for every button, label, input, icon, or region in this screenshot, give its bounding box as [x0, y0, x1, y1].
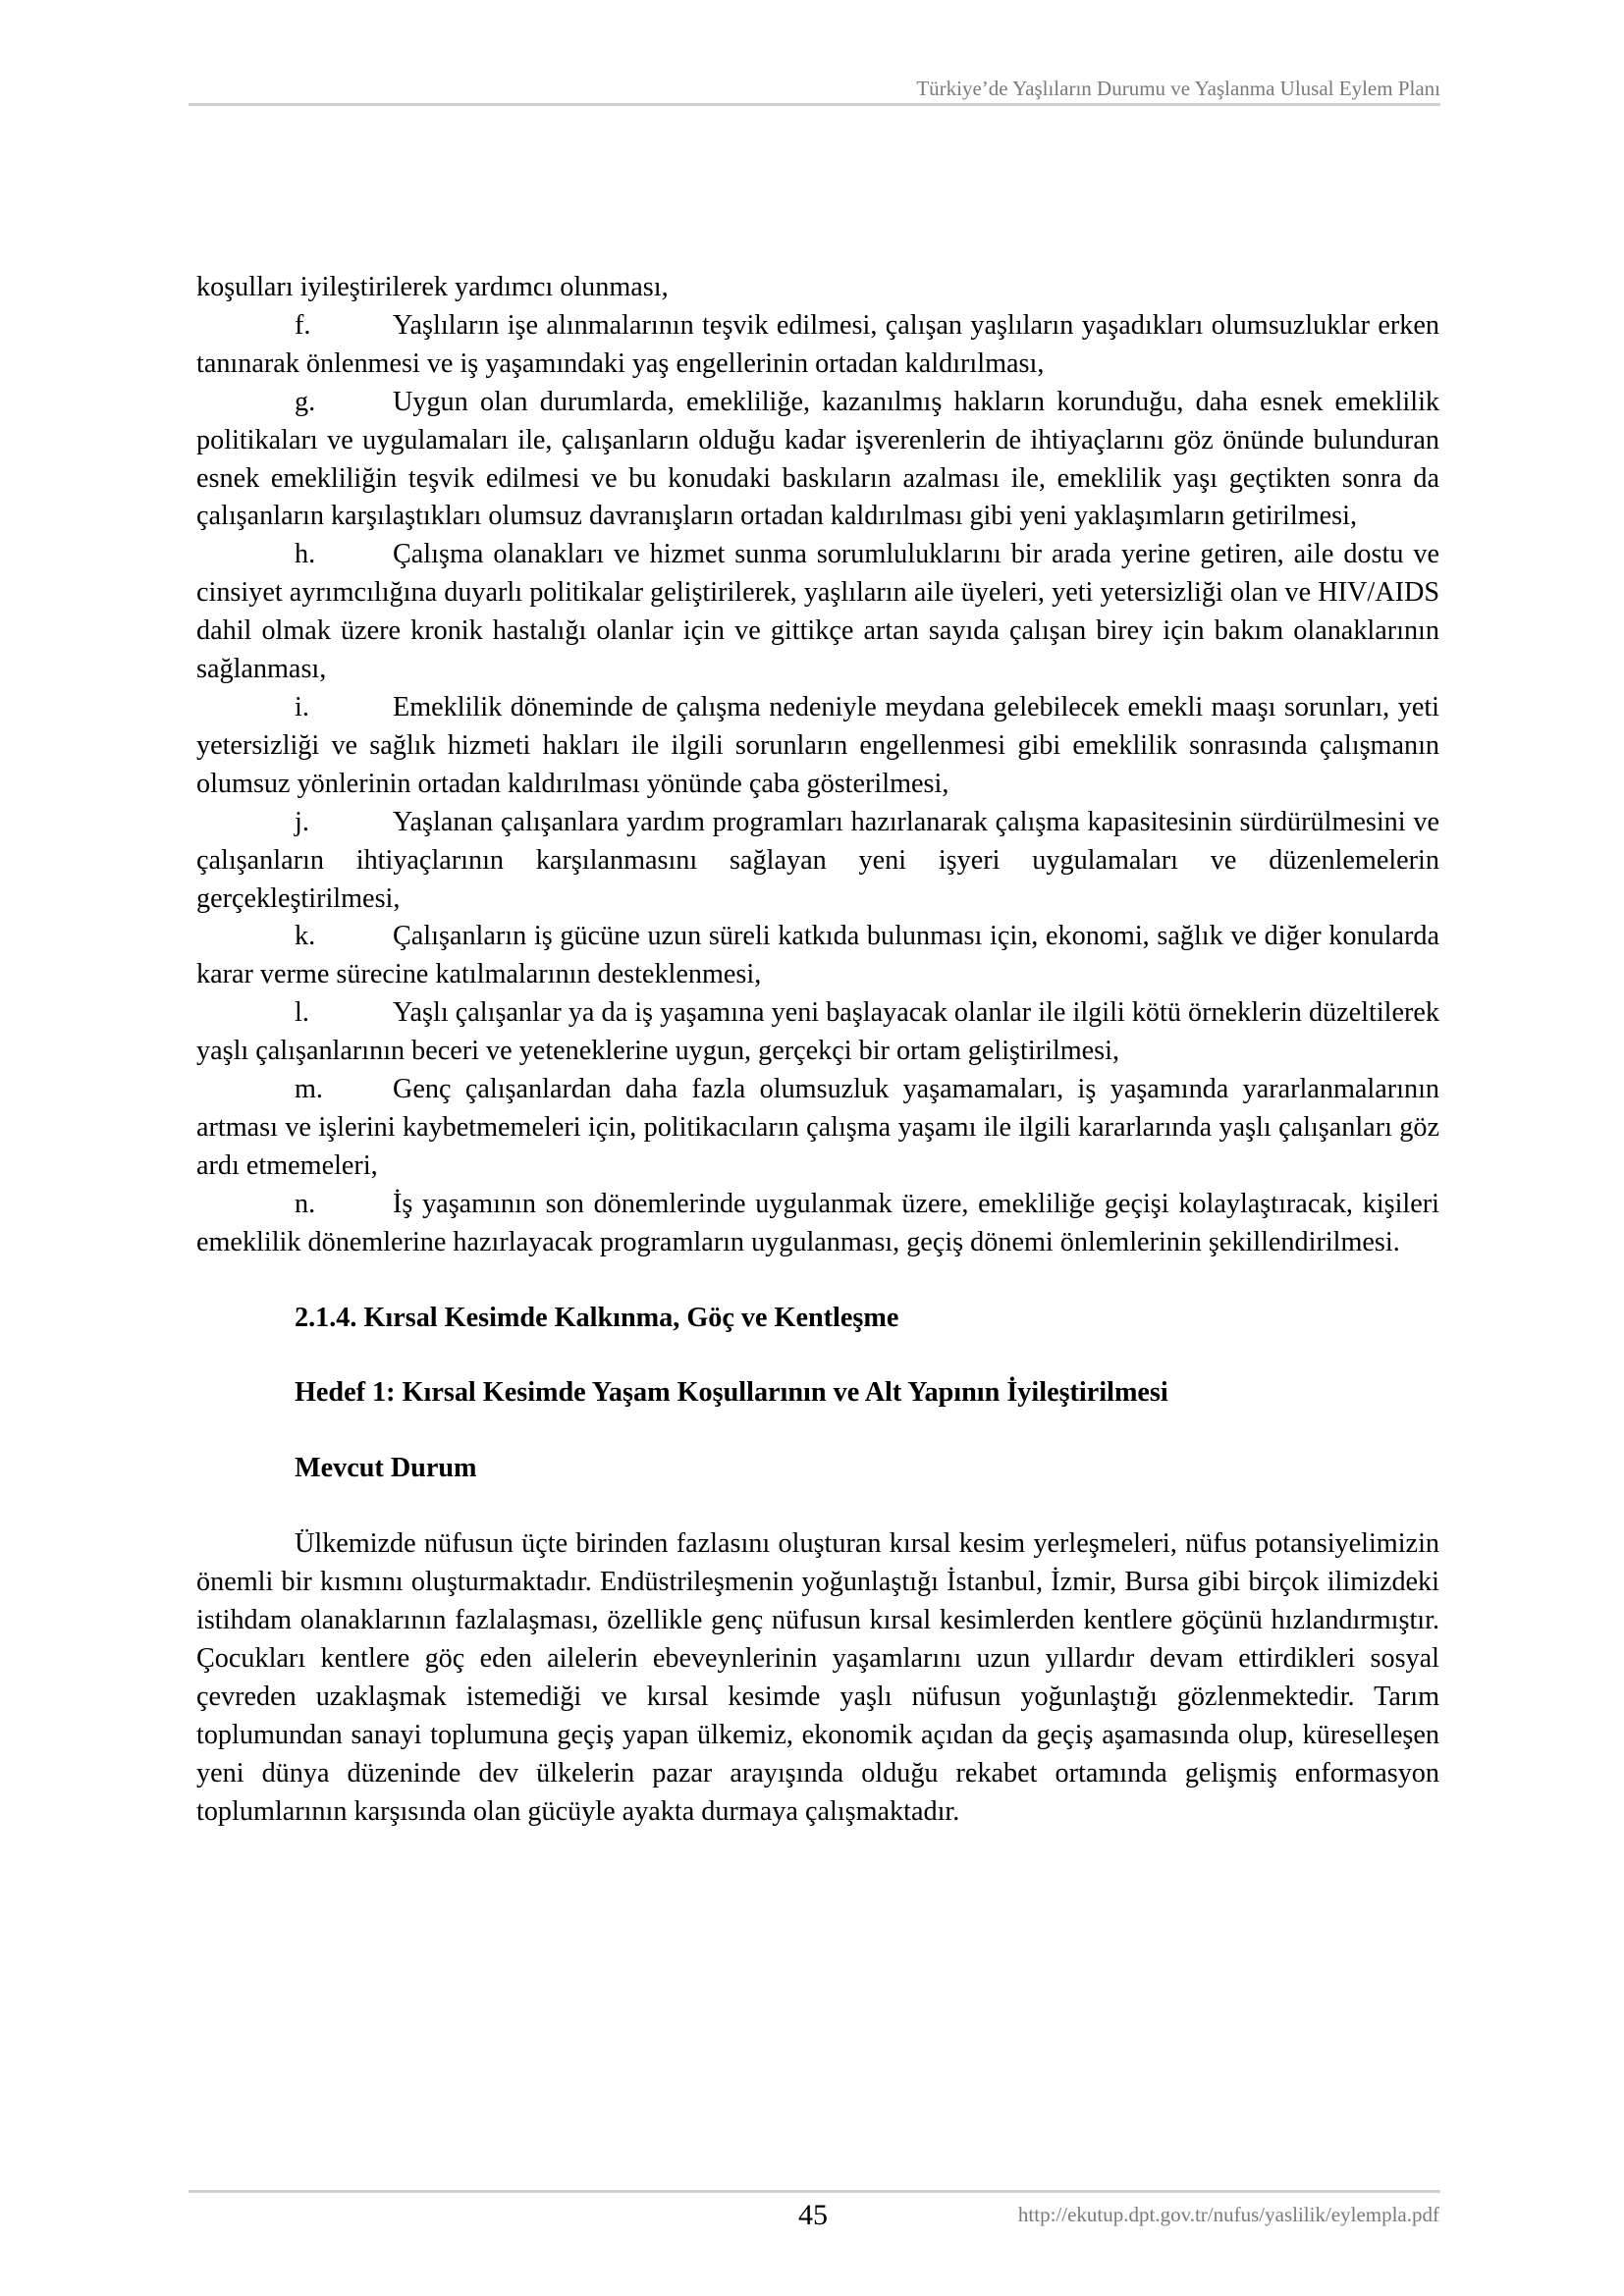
- list-item-text: Çalışma olanakları ve hizmet sunma sorumluluklarını bir arada yerine getiren, aile dostu ve cinsiyet ayrımcılığına duyarlı politikalar geliştirilerek, yaşlıların aile üyeleri, yeti yetersizliği olan ve HIV/AIDS dahil olmak üzere kronik hastalığı olanlar için ve gittikçe artan sayıda çalışan birey için bakım olanaklarının sağlanması,: [196, 539, 1439, 685]
- list-item: [196, 1186, 1439, 1262]
- list-item-label: k.: [295, 921, 316, 952]
- lead-continuation: koşulları iyileştirilerek yardımcı olunması,: [196, 272, 669, 302]
- body-paragraph: Ülkemizde nüfusun üçte birinden fazlasını oluşturan kırsal kesim yerleşmeleri, nüfus potansiyelimizin önemli bir kısmını oluşturmaktadır. Endüstrileşmenin yoğunlaştığı İstanbul, İzmir, Bursa gibi birçok ilimizdeki istihdam olanaklarının fazlalaşması, özellikle genç nüfusun kırsal kesimlerden kentlere göçünü hızlandırmıştır. Çocukları kentlere göç eden ailelerin ebeveynlerinin yaşamlarını uzun yıllardır devam ettirdikleri sosyal çevreden uzaklaşmak istemediği ve kırsal kesimde yaşlı nüfusun yoğunlaştığı gözlenmektedir. Tarım toplumundan sanayi toplumuna geçiş yapan ülkemiz, ekonomik açıdan da geçiş aşamasında olup, küreselleşen yeni dünya düzeninde dev ülkelerin pazar arayışında olduğu rekabet ortamında gelişmiş enformasyon toplumlarının karşısında olan gücüyle ayakta durmaya çalışmaktadır.: [196, 1528, 1439, 1827]
- list-item-label: f.: [295, 309, 311, 341]
- list-item-label: i.: [295, 691, 309, 722]
- list-item-label: n.: [295, 1188, 316, 1219]
- list-item: [196, 689, 1439, 804]
- list-item: [196, 1071, 1439, 1186]
- page-body: [196, 269, 1439, 1859]
- list-item-text: İş yaşamının son dönemlerinde uygulanmak üzere, emekliliğe geçişi kolaylaştıracak, kişileri emeklilik dönemlerine hazırlayacak programların uygulanması, geçiş dönemi önlemlerinin şekillendirilmesi.: [196, 1188, 1439, 1257]
- list-item-text: Yaşlanan çalışanlara yardım programları hazırlanarak çalışma kapasitesinin sürdürülmesini ve çalışanların ihtiyaçlarının karşılanmasını sağlayan yeni işyeri uygulamaları ve düzenlemelerin gerçekleştirilmesi,: [196, 806, 1439, 914]
- list-item-text: Genç çalışanlardan daha fazla olumsuzluk yaşamamaları, iş yaşamında yararlanmalarının artması ve işlerini kaybetmemeleri için, politikacıların çalışma yaşamı ile ilgili kararlarında yaşlı çalışanları göz ardı etmemeleri,: [196, 1074, 1439, 1181]
- list-item: [196, 384, 1439, 537]
- list-item: [196, 804, 1439, 919]
- running-header: Türkiye’de Yaşlıların Durumu ve Yaşlanma Ulusal Eylem Planı: [916, 77, 1440, 100]
- list-item: [196, 307, 1439, 384]
- list-item-label: h.: [295, 539, 316, 570]
- page-number: 45: [798, 2199, 828, 2231]
- goal-heading: Hedef 1: Kırsal Kesimde Yaşam Koşullarının ve Alt Yapının İyileştirilmesi: [295, 1377, 1168, 1409]
- list-item-text: Çalışanların iş gücüne uzun süreli katkıda bulunması için, ekonomi, sağlık ve diğer konularda karar verme sürecine katılmalarının desteklenmesi,: [196, 921, 1439, 990]
- list-item-label: l.: [295, 997, 309, 1029]
- list-item: [196, 536, 1439, 689]
- list-item-text: Yaşlıların işe alınmalarının teşvik edilmesi, çalışan yaşlıların yaşadıkları olumsuzluklar erken tanınarak önlenmesi ve iş yaşamındaki yaş engellerinin ortadan kaldırılması,: [196, 309, 1439, 379]
- list-item: [196, 918, 1439, 994]
- list-item-label: m.: [295, 1074, 323, 1105]
- list-item-text: Yaşlı çalışanlar ya da iş yaşamına yeni başlayacak olanlar ile ilgili kötü örneklerin düzeltilerek yaşlı çalışanlarının beceri ve yeteneklerine uygun, gerçekçi bir ortam geliştirilmesi,: [196, 997, 1439, 1067]
- section-heading: 2.1.4. Kırsal Kesimde Kalkınma, Göç ve Kentleşme: [295, 1302, 899, 1333]
- footer-url: http://ekutup.dpt.gov.tr/nufus/yaslilik/eylempla.pdf: [1017, 2203, 1439, 2226]
- header-divider: [189, 103, 1440, 106]
- footer-divider: [189, 2190, 1440, 2193]
- list-item: [196, 994, 1439, 1071]
- list-item-text: Uygun olan durumlarda, emekliliğe, kazanılmış hakların korunduğu, daha esnek emeklilik politikaları ve uygulamaları ile, çalışanların olduğu kadar işverenlerin de ihtiyaçlarını göz önünde bulunduran esnek emekliliğin teşvik edilmesi ve bu konudaki baskıların azalması ile, emeklilik yaşı geçtikten sonra da çalışanların karşılaştıkları olumsuz davranışların ortadan kaldırılması gibi yeni yaklaşımların getirilmesi,: [196, 386, 1439, 532]
- subheading: Mevcut Durum: [295, 1453, 477, 1484]
- list-item-label: g.: [295, 386, 316, 417]
- list-item-label: j.: [295, 806, 309, 837]
- list-item-text: Emeklilik döneminde de çalışma nedeniyle meydana gelebilecek emekli maaşı sorunları, yeti yetersizliği ve sağlık hizmeti hakları ile ilgili sorunların engellenmesi gibi emeklilik sonrasında çalışmanın olumsuz yönlerinin ortadan kaldırılması yönünde çaba gösterilmesi,: [196, 691, 1439, 799]
